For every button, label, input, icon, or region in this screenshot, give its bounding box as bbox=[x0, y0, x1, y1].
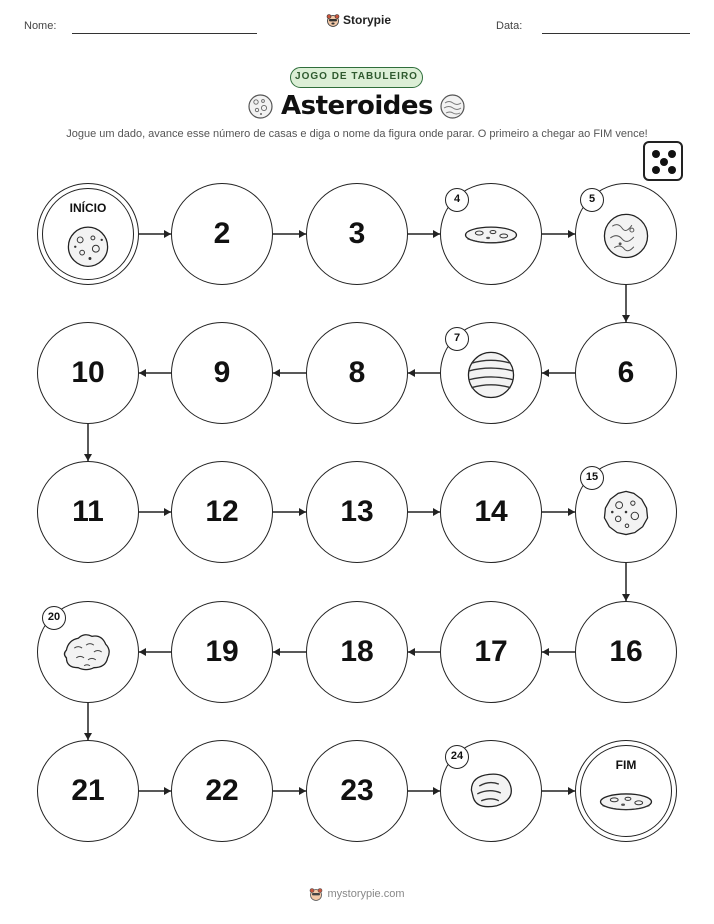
space-number: 11 bbox=[72, 495, 104, 528]
space-number: 13 bbox=[340, 495, 374, 528]
space-number: 18 bbox=[340, 635, 374, 668]
board-space-6 bbox=[575, 322, 677, 424]
board-space-20 bbox=[37, 601, 139, 703]
space-number: 12 bbox=[205, 495, 239, 528]
board-space-17 bbox=[440, 601, 542, 703]
board-space-19 bbox=[171, 601, 273, 703]
arrowhead-icon bbox=[433, 508, 440, 516]
space-number: 16 bbox=[609, 635, 643, 668]
space-number: 2 bbox=[213, 217, 231, 250]
space-number: 19 bbox=[205, 635, 239, 668]
board-space-15 bbox=[575, 461, 677, 563]
arrowhead-icon bbox=[299, 787, 306, 795]
name-label: Nome: bbox=[24, 20, 57, 32]
board-space-12 bbox=[171, 461, 273, 563]
space-number: 21 bbox=[71, 774, 105, 807]
board-space-10 bbox=[37, 322, 139, 424]
space-number: 14 bbox=[474, 495, 508, 528]
board-space-9 bbox=[171, 322, 273, 424]
arrowhead-icon bbox=[299, 508, 306, 516]
board-space-22 bbox=[171, 740, 273, 842]
start-label: INÍCIO bbox=[69, 201, 107, 215]
space-number: 6 bbox=[617, 356, 635, 389]
storypie-logo-icon bbox=[309, 887, 323, 901]
game-type-badge: JOGO DE TABULEIRO bbox=[290, 67, 423, 88]
footer bbox=[0, 887, 714, 901]
flat-asteroid-icon bbox=[576, 741, 676, 841]
arrowhead-icon bbox=[433, 787, 440, 795]
pitted-asteroid-icon bbox=[38, 184, 138, 284]
space-number: 9 bbox=[213, 356, 231, 389]
arrowhead-icon bbox=[542, 648, 549, 656]
arrowhead-icon bbox=[542, 369, 549, 377]
brand-name: Storypie bbox=[343, 13, 392, 27]
board-space-13 bbox=[306, 461, 408, 563]
arrowhead-icon bbox=[273, 369, 280, 377]
date-label: Data: bbox=[496, 20, 523, 32]
space-number: 10 bbox=[71, 356, 105, 389]
space-number: 17 bbox=[474, 635, 508, 668]
arrowhead-icon bbox=[273, 648, 280, 656]
board-space-24 bbox=[440, 740, 542, 842]
arrowhead-icon bbox=[164, 787, 171, 795]
space-number-tag: 4 bbox=[445, 188, 469, 212]
space-number-tag: 24 bbox=[445, 745, 469, 769]
space-number-tag: 7 bbox=[445, 327, 469, 351]
arrowhead-icon bbox=[622, 594, 630, 601]
arrowhead-icon bbox=[568, 508, 575, 516]
arrowhead-icon bbox=[164, 230, 171, 238]
arrowhead-icon bbox=[139, 369, 146, 377]
arrowhead-icon bbox=[433, 230, 440, 238]
space-number: 23 bbox=[340, 774, 374, 807]
board-space-3 bbox=[306, 183, 408, 285]
arrowhead-icon bbox=[139, 648, 146, 656]
footer-url: mystorypie.com bbox=[327, 888, 405, 900]
arrowhead-icon bbox=[84, 733, 92, 740]
start-space bbox=[37, 183, 139, 285]
space-number-tag: 5 bbox=[580, 188, 604, 212]
space-number-tag: 20 bbox=[42, 606, 66, 630]
board-space-16 bbox=[575, 601, 677, 703]
board-space-14 bbox=[440, 461, 542, 563]
board-space-23 bbox=[306, 740, 408, 842]
arrowhead-icon bbox=[568, 230, 575, 238]
space-number: 22 bbox=[205, 774, 239, 807]
space-number: 8 bbox=[348, 356, 366, 389]
board-space-4 bbox=[440, 183, 542, 285]
space-number-tag: 15 bbox=[580, 466, 604, 490]
arrowhead-icon bbox=[299, 230, 306, 238]
board-space-21 bbox=[37, 740, 139, 842]
board-space-8 bbox=[306, 322, 408, 424]
finish-label: FIM bbox=[615, 758, 637, 772]
board-space-7 bbox=[440, 322, 542, 424]
board-space-11 bbox=[37, 461, 139, 563]
board-space-18 bbox=[306, 601, 408, 703]
board-space-2 bbox=[171, 183, 273, 285]
arrowhead-icon bbox=[622, 315, 630, 322]
arrowhead-icon bbox=[568, 787, 575, 795]
page-title: Asteroides bbox=[281, 91, 433, 121]
arrowhead-icon bbox=[408, 369, 415, 377]
instructions: Jogue um dado, avance esse número de casas e diga o nome da figura onde parar. O primeiro a chegar ao FIM vence! bbox=[66, 128, 648, 140]
space-number: 3 bbox=[348, 217, 366, 250]
arrowhead-icon bbox=[408, 648, 415, 656]
arrowhead-icon bbox=[164, 508, 171, 516]
arrowhead-icon bbox=[84, 454, 92, 461]
board-space-5 bbox=[575, 183, 677, 285]
finish-space bbox=[575, 740, 677, 842]
